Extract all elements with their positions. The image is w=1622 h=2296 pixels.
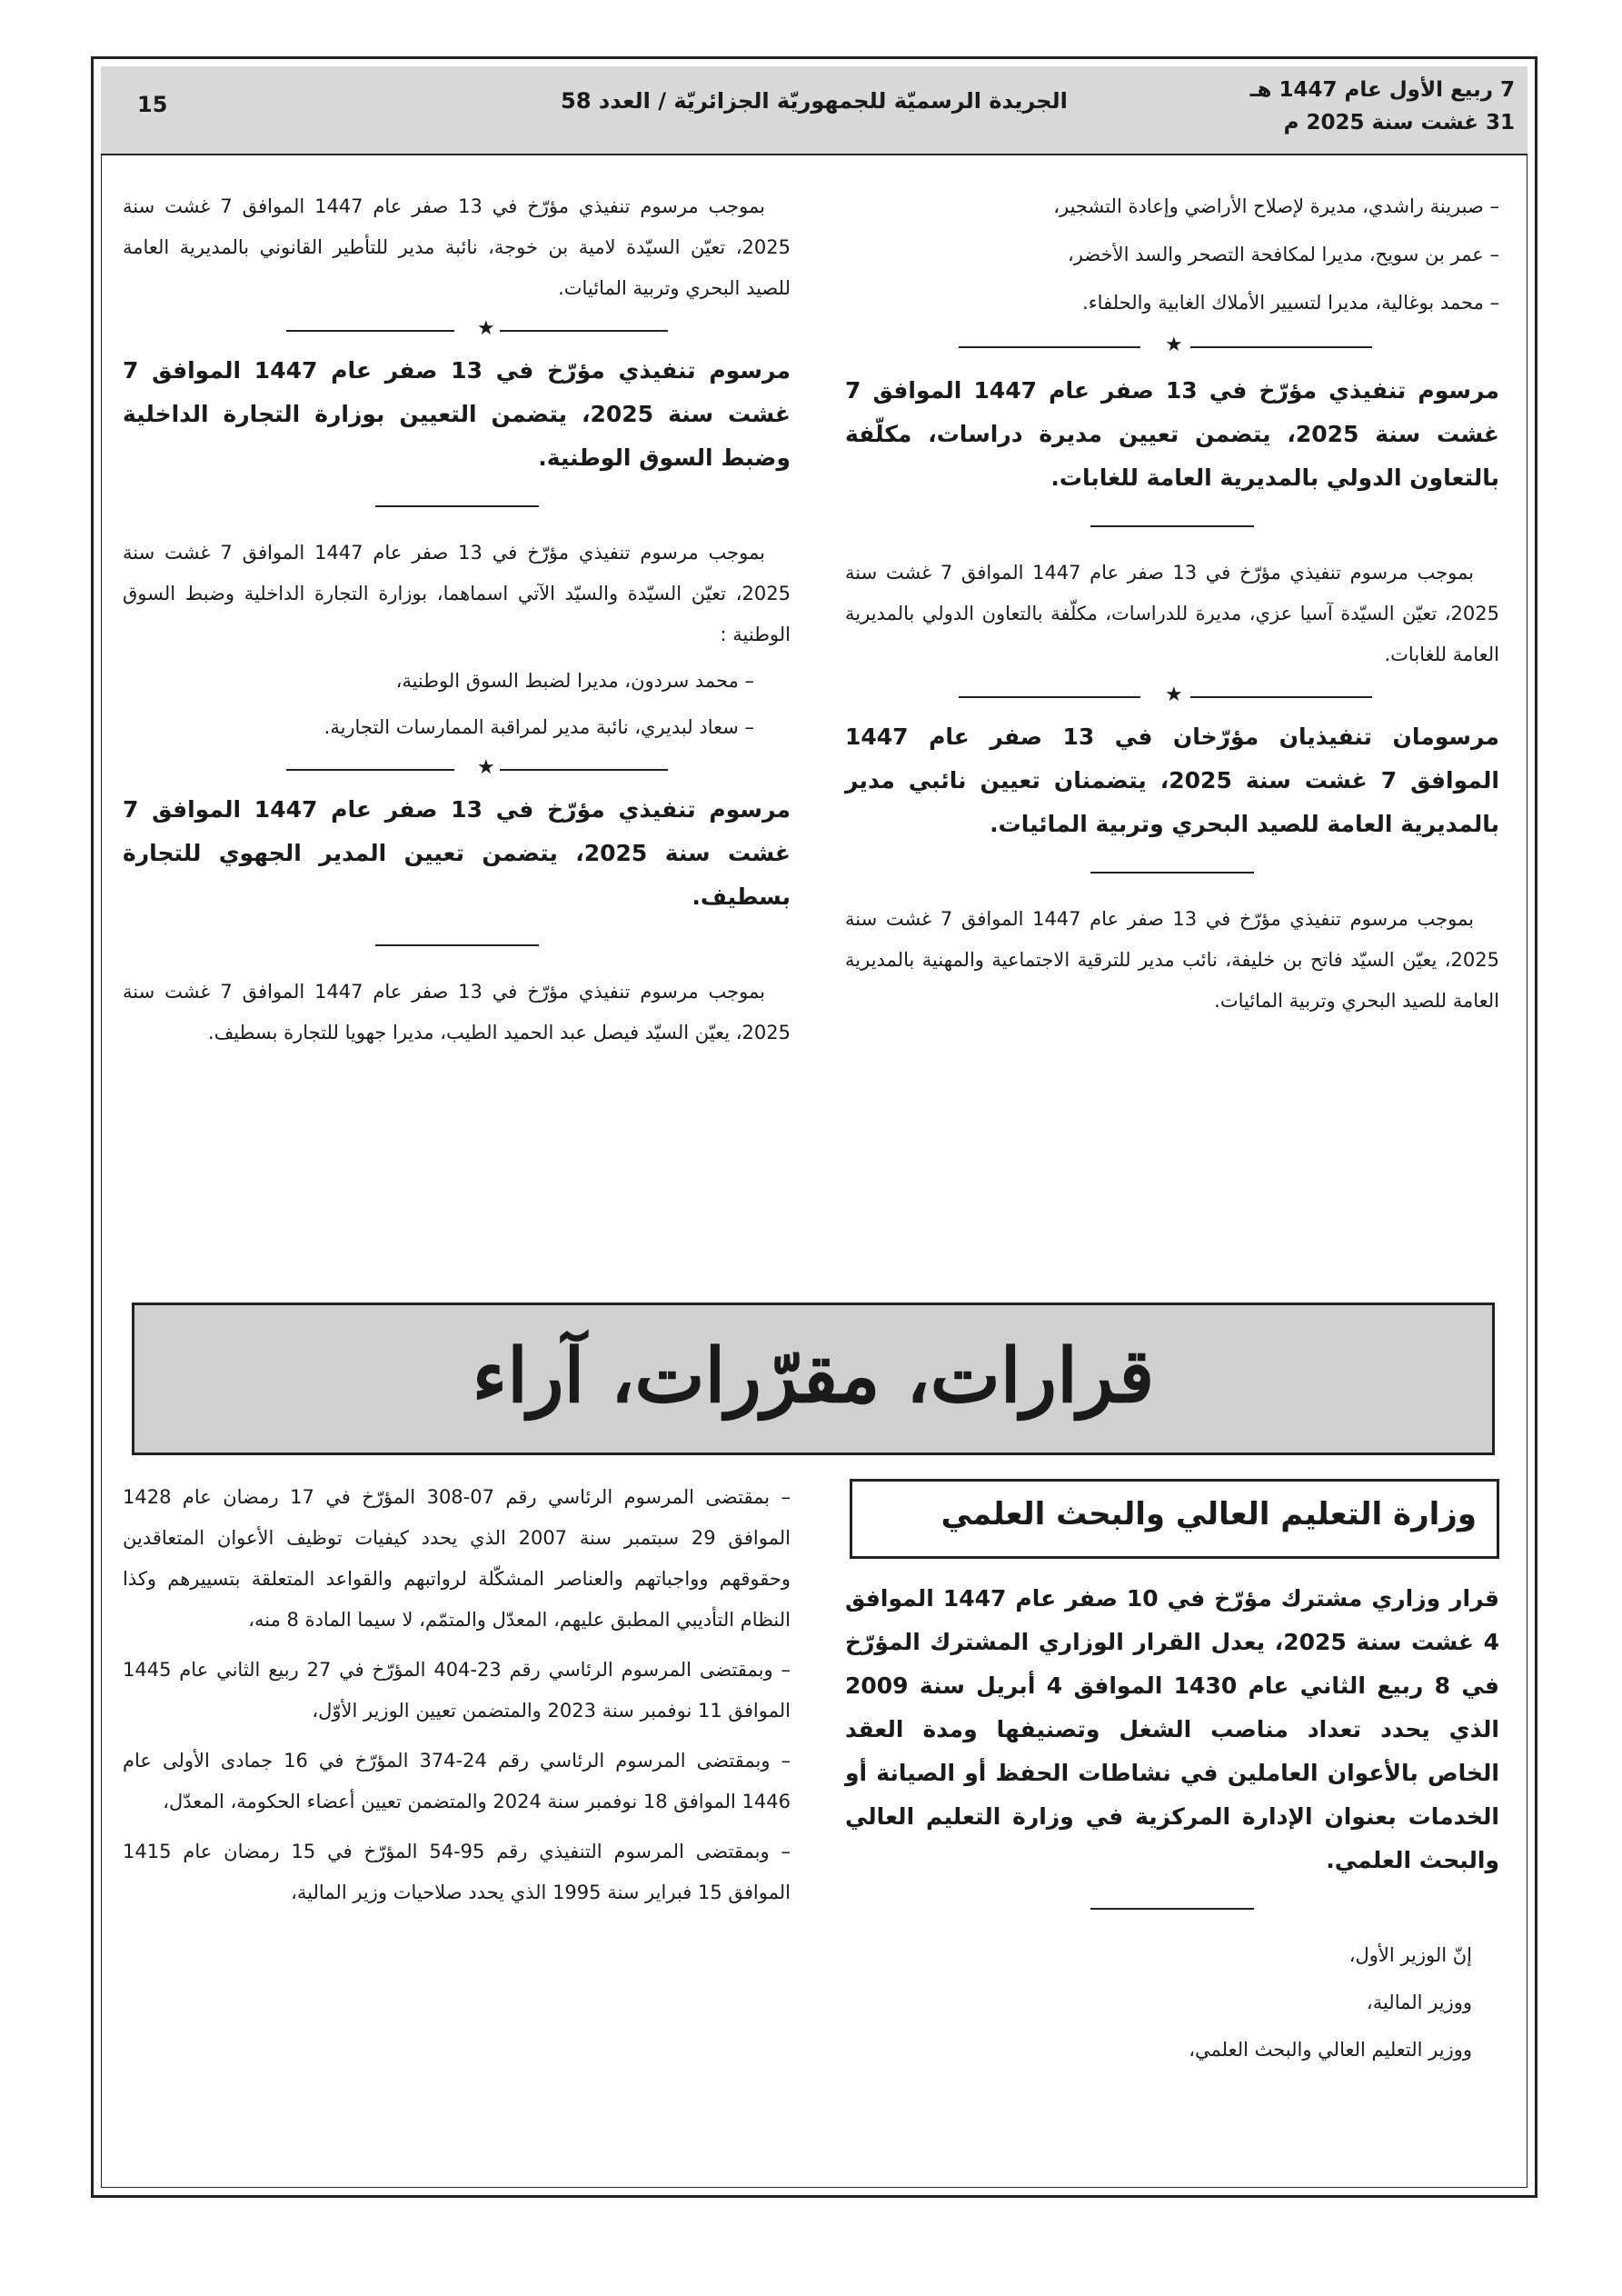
ministry-name: وزارة التعليم العالي والبحث العلمي: [940, 1496, 1477, 1532]
list-item: – محمد سردون، مديرا لضبط السوق الوطنية،: [395, 670, 754, 692]
section-banner: [132, 1303, 1495, 1455]
signatories: [845, 1932, 1499, 2073]
decree-body: بموجب مرسوم تنفيذي مؤرّخ في 13 صفر عام 1447 الموافق 7 غشت سنة 2025، يعيّن السيّد فيصل عبد الحميد الطيب، مديرا جهويا للتجارة بسطيف.: [123, 981, 791, 1043]
consideration-item: – بمقتضى المرسوم الرئاسي رقم 07-308 المؤرّخ في 17 رمضان عام 1428 الموافق 29 سبتمبر سنة 2007 الذي يحدد كيفيات توظيف الأعوان المتعاقدين وحقوقهم وواجباتهم والعناصر المشكّلة لرواتبهم والقواعد المتعلقة بتسييرهم وكذا النظام التأديبي المطبق عليهم، المعدّل والمتمّم، لا سيما المادة 8 منه،: [123, 1486, 791, 1631]
ministry-box: [850, 1479, 1499, 1559]
signer-line: ووزير التعليم العالي والبحث العلمي،: [1189, 2039, 1472, 2061]
decree-body: بموجب مرسوم تنفيذي مؤرّخ في 13 صفر عام 1447 الموافق 7 غشت سنة 2025، تعيّن السيّدة والسيّد الآتي اسماهما، بوزارة التجارة الداخلية وضبط السوق الوطنية :: [123, 542, 791, 645]
left-column-upper: [123, 186, 791, 1053]
star-separator: ★: [123, 316, 791, 344]
gregorian-date: 31 غشت سنة 2025 م: [1283, 111, 1515, 135]
decree-title: مرسومان تنفيذيان مؤرّخان في 13 صفر عام 1447 الموافق 7 غشت سنة 2025، يتضمنان تعيين نائبي مدير بالمديرية العامة للصيد البحري وتربية المائيات.: [845, 724, 1500, 837]
decree-title: مرسوم تنفيذي مؤرّخ في 13 صفر عام 1447 الموافق 7 غشت سنة 2025، يتضمن تعيين مديرة دراسات، مكلّفة بالتعاون الدولي بالمديرية العامة للغابات.: [845, 377, 1500, 491]
signer-line: ووزير المالية،: [1366, 1992, 1472, 2013]
decision-title: قرار وزاري مشترك مؤرّخ في 10 صفر عام 1447 الموافق 4 غشت سنة 2025، يعدل القرار الوزاري المشترك المؤرّخ في 8 ربيع الثاني عام 1430 الموافق 4 أبريل سنة 2009 الذي يحدد تعداد مناصب الشغل وتصنيفها ومدة العقد الخاص بالأعوان العاملين في نشاطات الحفظ أو الصيانة أو الخدمات بعنوان الإدارة المركزية في وزارة التعليم العالي والبحث العلمي.: [845, 1585, 1499, 1873]
list-item: – صبرينة راشدي، مديرة لإصلاح الأراضي وإعادة التشجير،: [1053, 195, 1499, 217]
star-separator: ★: [845, 683, 1499, 710]
page-number: 15: [137, 92, 168, 117]
page-header: [101, 66, 1527, 155]
gazette-title: الجريدة الرسميّة للجمهوريّة الجزائريّة / العدد 58: [561, 88, 1068, 114]
list-item: – عمر بن سويح، مديرا لمكافحة التصحر والسد الأخضر،: [1068, 244, 1499, 265]
left-column-lower: [123, 1477, 791, 1913]
short-separator: [1090, 525, 1254, 527]
short-separator: [375, 505, 539, 507]
banner-title: قرارات، مقرّرات، آراء: [472, 1333, 1155, 1420]
right-column-lower: [845, 1577, 1499, 1935]
decree-body: بموجب مرسوم تنفيذي مؤرّخ في 13 صفر عام 1447 الموافق 7 غشت سنة 2025، يعيّن السيّد فاتح بن خليفة، نائب مدير للترقية الاجتماعية والمهنية بالمديرية العامة للصيد البحري وتربية المائيات.: [845, 908, 1499, 1012]
list-item: – سعاد لبديري، نائبة مدير لمراقبة الممارسات التجارية.: [323, 716, 754, 738]
right-column-upper: [845, 186, 1499, 1022]
decree-body: بموجب مرسوم تنفيذي مؤرّخ في 13 صفر عام 1447 الموافق 7 غشت سنة 2025، تعيّن السيّدة لامية بن خوجة، نائبة مدير للتأطير القانوني بالمديرية العامة للصيد البحري وتربية المائيات.: [123, 195, 791, 299]
consideration-item: – وبمقتضى المرسوم الرئاسي رقم 24-374 المؤرّخ في 16 جمادى الأولى عام 1446 الموافق 18 نوفمبر سنة 2024 والمتضمن تعيين أعضاء الحكومة، المعدّل،: [123, 1750, 791, 1812]
consideration-item: – وبمقتضى المرسوم التنفيذي رقم 95-54 المؤرّخ في 15 رمضان عام 1415 الموافق 15 فبراير سنة 1995 الذي يحدد صلاحيات وزير المالية،: [123, 1841, 791, 1903]
star-separator: ★: [845, 333, 1499, 360]
consideration-item: – وبمقتضى المرسوم الرئاسي رقم 23-404 المؤرّخ في 27 ربيع الثاني عام 1445 الموافق 11 نوفمبر سنة 2023 والمتضمن تعيين الوزير الأوّل،: [123, 1659, 791, 1722]
list-item: – محمد بوغالية، مديرا لتسيير الأملاك الغابية والحلفاء.: [1082, 292, 1499, 314]
star-separator: ★: [123, 755, 791, 783]
signer-line: إنّ الوزير الأول،: [1348, 1944, 1472, 1966]
short-separator: [1090, 872, 1254, 873]
short-separator: [1090, 1908, 1254, 1910]
decree-body: بموجب مرسوم تنفيذي مؤرّخ في 13 صفر عام 1447 الموافق 7 غشت سنة 2025، تعيّن السيّدة آسيا عزي، مديرة للدراسات، مكلّفة بالتعاون الدولي بالمديرية العامة للغابات.: [845, 562, 1499, 665]
short-separator: [375, 944, 539, 946]
hijri-date: 7 ربيع الأول عام 1447 هـ: [1249, 78, 1515, 102]
decree-title: مرسوم تنفيذي مؤرّخ في 13 صفر عام 1447 الموافق 7 غشت سنة 2025، يتضمن التعيين بوزارة التجارة الداخلية وضبط السوق الوطنية.: [123, 357, 791, 471]
decree-title: مرسوم تنفيذي مؤرّخ في 13 صفر عام 1447 الموافق 7 غشت سنة 2025، يتضمن تعيين المدير الجهوي للتجارة بسطيف.: [123, 796, 791, 910]
